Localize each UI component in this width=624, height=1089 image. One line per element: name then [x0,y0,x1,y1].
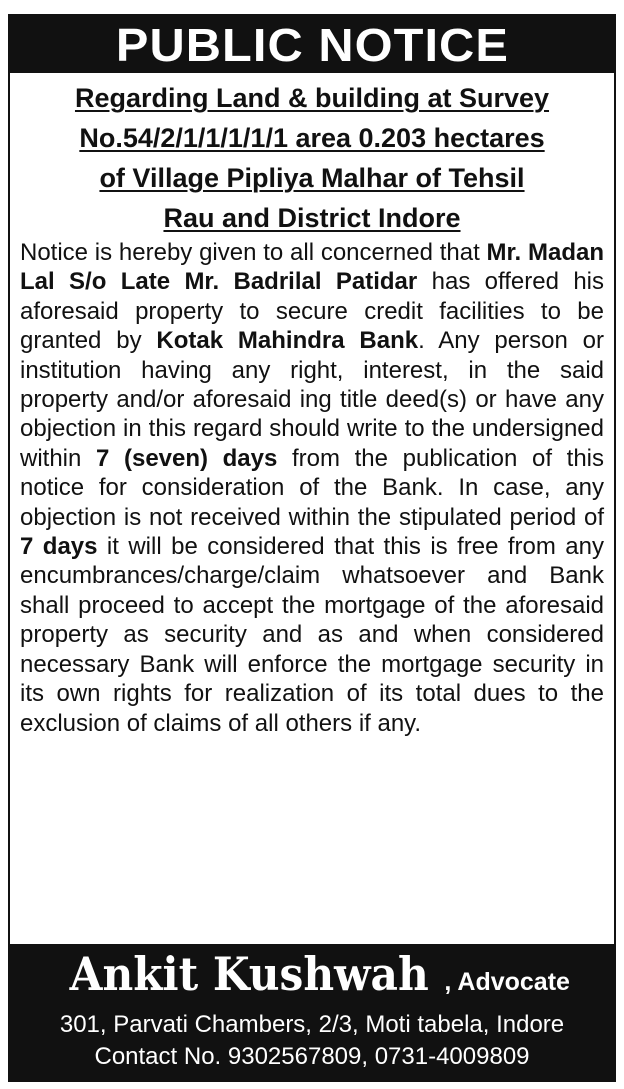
objection-period: 7 (seven) days [96,444,278,472]
signatory-block [10,944,614,1080]
stipulated-period: 7 days [20,533,98,561]
objection-text: . Any person or institution having any right, interest, in the said property and/or aforesaid ing title deed(s) or have any objection in this regard should write to the undersigned within [20,327,604,472]
signatory-line [10,946,614,1014]
notice-banner [10,16,614,73]
notice-title: PUBLIC NOTICE [115,18,509,71]
signatory-name: Ankit Kushwah [69,947,429,1001]
signatory-designation: , Advocate [444,968,570,996]
intro-text: Notice is hereby given to all concerned that [20,239,480,266]
offer-text: has offered his aforesaid property to secure credit facilities to be granted by [20,268,605,355]
consideration-text: from the publication of this notice for consideration of the Bank. In case, any objection is not received within the stipulated period of [20,444,605,531]
signatory-address: 301, Parvati Chambers, 2/3, Moti tabela, Indore [59,1011,565,1038]
notice-subject [10,78,614,238]
signatory-contact: Contact No. 9302567809, 0731-4009809 [94,1043,530,1070]
subject-line: No.54/2/1/1/1/1/1 area 0.203 hectares [79,123,545,153]
closing-text: it will be considered that this is free from any encumbrances/charge/claim whatsoever and Bank shall proceed to accept the mortgage of the aforesaid property as security and as and when considered necessary Bank will enforce the mortgage security in its own rights for realization of its total dues to the exclusion of claims of all others if any. [20,533,604,737]
bank-name: Kotak Mahindra Bank [156,327,419,355]
subject-line: Regarding Land & building at Survey [74,83,550,113]
owner-name: Mr. Madan Lal S/o Late Mr. Badrilal Patidar [20,239,604,296]
public-notice [8,14,616,1082]
subject-line: Rau and District Indore [163,203,461,233]
notice-body [20,238,604,738]
subject-line: of Village Pipliya Malhar of Tehsil [99,163,525,193]
notice-paragraph [20,238,604,738]
